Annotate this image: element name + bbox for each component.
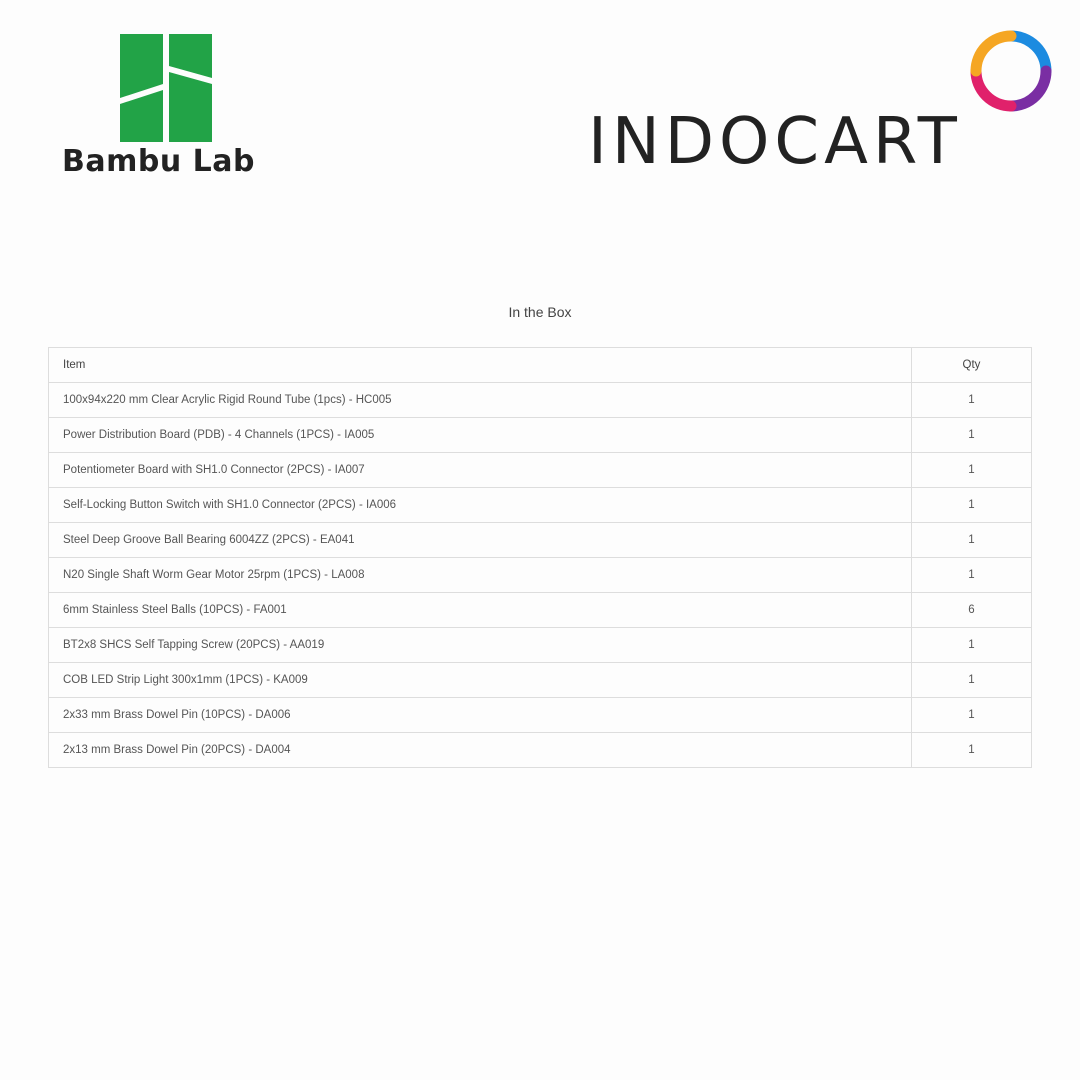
item-cell: 2x33 mm Brass Dowel Pin (10PCS) - DA006 — [49, 698, 912, 733]
qty-cell: 1 — [912, 663, 1032, 698]
table-row — [49, 558, 1032, 593]
column-header-item: Item — [49, 348, 912, 383]
indocart-logo — [588, 30, 1058, 179]
table-header-row — [49, 348, 1032, 383]
table-row — [49, 628, 1032, 663]
item-cell: COB LED Strip Light 300x1mm (1PCS) - KA009 — [49, 663, 912, 698]
item-cell: N20 Single Shaft Worm Gear Motor 25rpm (1PCS) - LA008 — [49, 558, 912, 593]
item-cell: Self-Locking Button Switch with SH1.0 Connector (2PCS) - IA006 — [49, 488, 912, 523]
qty-cell: 6 — [912, 593, 1032, 628]
column-header-qty: Qty — [912, 348, 1032, 383]
table-row — [49, 733, 1032, 768]
qty-cell: 1 — [912, 558, 1032, 593]
table-row — [49, 698, 1032, 733]
bambu-lab-logo — [62, 34, 272, 184]
item-cell: 100x94x220 mm Clear Acrylic Rigid Round Tube (1pcs) - HC005 — [49, 383, 912, 418]
section-title: In the Box — [508, 304, 572, 320]
table-row — [49, 488, 1032, 523]
qty-cell: 1 — [912, 383, 1032, 418]
bambu-lab-wordmark: Bambu Lab — [62, 144, 255, 179]
indocart-swirl-icon — [970, 30, 1052, 112]
item-cell: BT2x8 SHCS Self Tapping Screw (20PCS) - AA019 — [49, 628, 912, 663]
qty-cell: 1 — [912, 453, 1032, 488]
table-row — [49, 383, 1032, 418]
bambu-lab-mark-icon — [120, 34, 212, 142]
qty-cell: 1 — [912, 628, 1032, 663]
table-row — [49, 418, 1032, 453]
qty-cell: 1 — [912, 488, 1032, 523]
qty-cell: 1 — [912, 733, 1032, 768]
item-cell: Power Distribution Board (PDB) - 4 Channels (1PCS) - IA005 — [49, 418, 912, 453]
table-row — [49, 453, 1032, 488]
qty-cell: 1 — [912, 698, 1032, 733]
table-row — [49, 663, 1032, 698]
qty-cell: 1 — [912, 523, 1032, 558]
table-row — [49, 593, 1032, 628]
item-cell: 6mm Stainless Steel Balls (10PCS) - FA001 — [49, 593, 912, 628]
indocart-wordmark: INDOCART — [588, 105, 962, 179]
in-the-box-table — [48, 347, 1032, 768]
qty-cell: 1 — [912, 418, 1032, 453]
item-cell: Steel Deep Groove Ball Bearing 6004ZZ (2PCS) - EA041 — [49, 523, 912, 558]
item-cell: 2x13 mm Brass Dowel Pin (20PCS) - DA004 — [49, 733, 912, 768]
item-cell: Potentiometer Board with SH1.0 Connector (2PCS) - IA007 — [49, 453, 912, 488]
table-row — [49, 523, 1032, 558]
